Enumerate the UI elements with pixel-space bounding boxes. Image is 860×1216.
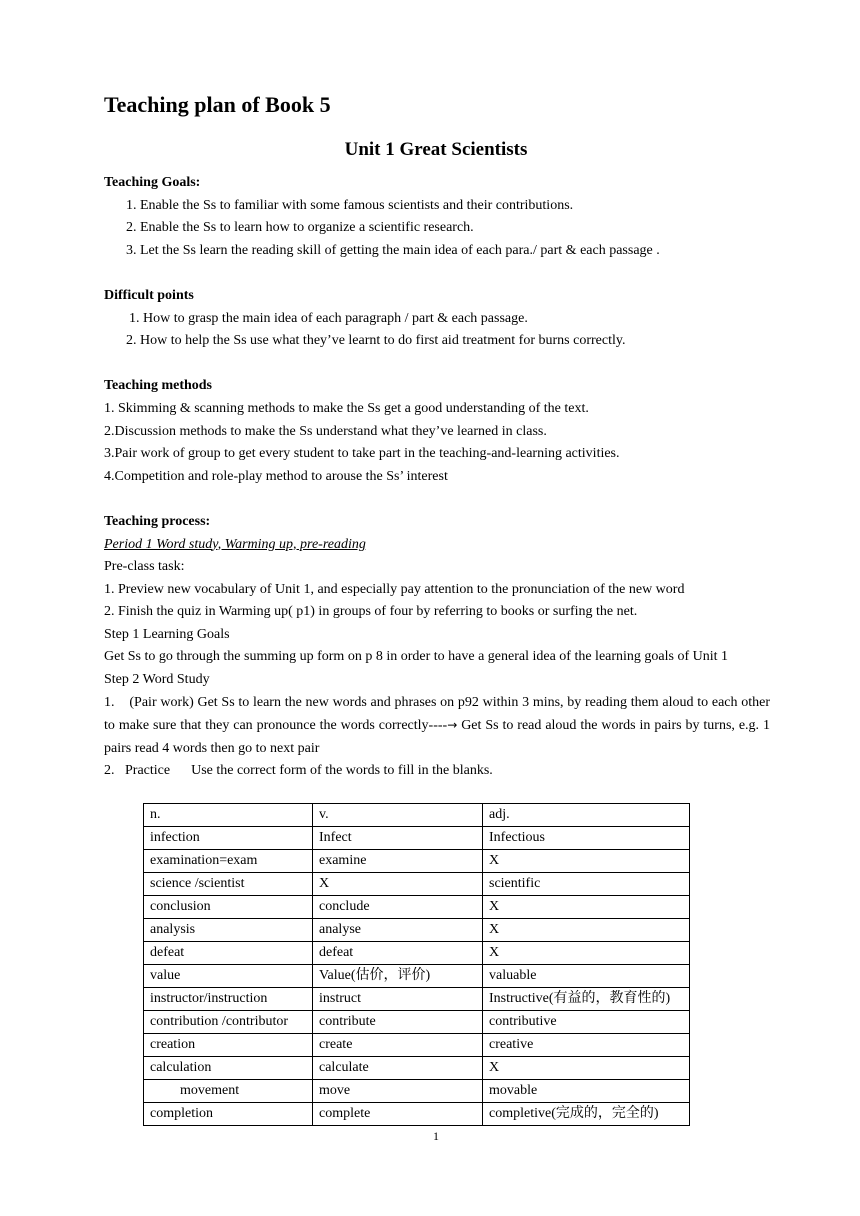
table-cell: X <box>313 873 483 896</box>
table-cell: creation <box>144 1034 313 1057</box>
difficult-item: 2. How to help the Ss use what they’ve learnt to do first aid treatment for burns correctly. <box>126 333 626 349</box>
table-cell: contribute <box>313 1011 483 1034</box>
table-cell: movement <box>144 1080 313 1103</box>
table-cell: X <box>483 850 690 873</box>
table-header-cell: v. <box>313 804 483 827</box>
method-item: 2.Discussion methods to make the Ss understand what they’ve learned in class. <box>104 423 547 439</box>
method-item: 4.Competition and role-play method to arouse the Ss’ interest <box>104 468 448 484</box>
word-forms-table <box>143 803 690 1126</box>
difficult-item: 1. How to grasp the main idea of each paragraph / part & each passage. <box>129 310 528 326</box>
spacer <box>104 488 770 511</box>
step2-item-2: 2. Practice Use the correct form of the words to fill in the blanks. <box>104 763 493 779</box>
table-row <box>144 1011 690 1034</box>
table-cell: Infectious <box>483 827 690 850</box>
table-cell: calculation <box>144 1057 313 1080</box>
preclass-label: Pre-class task: <box>104 559 185 575</box>
goal-item: 3. Let the Ss learn the reading skill of getting the main idea of each para./ part & each passage . <box>126 242 660 258</box>
table-cell: create <box>313 1034 483 1057</box>
table-cell: movable <box>483 1080 690 1103</box>
document-title: Teaching plan of Book 5 <box>104 92 331 117</box>
table-cell: examination=exam <box>144 850 313 873</box>
step2-item-1-part-b: Get Ss to read aloud the words in pairs by turns, e.g. 1 pairs read 4 words then go to next pair <box>104 718 770 756</box>
preclass-item: 2. Finish the quiz in Warming up( p1) in groups of four by referring to books or surfing the net. <box>104 604 638 620</box>
table-row <box>144 896 690 919</box>
arrow-right-icon: → <box>447 718 458 733</box>
table-cell: X <box>483 1057 690 1080</box>
table-cell: Instructive(有益的，教育性的) <box>483 988 690 1011</box>
table-header-cell: adj. <box>483 804 690 827</box>
table-cell: valuable <box>483 965 690 988</box>
process-heading: Teaching process: <box>104 513 211 529</box>
table-row <box>144 919 690 942</box>
table-header-cell: n. <box>144 804 313 827</box>
table-cell: completive(完成的，完全的) <box>483 1103 690 1126</box>
period-title: Period 1 Word study, Warming up, pre-reading <box>104 536 366 552</box>
table-row <box>144 827 690 850</box>
table-cell: value <box>144 965 313 988</box>
table-row <box>144 942 690 965</box>
table-row <box>144 873 690 896</box>
step1-title: Step 1 Learning Goals <box>104 626 230 642</box>
step2-item-1-part-a: 1. (Pair work) Get Ss to learn the new words and phrases on p92 within 3 mins, by reading them aloud to each other to make sure that they can pronounce the words correctly---- <box>104 694 770 734</box>
preclass-item: 1. Preview new vocabulary of Unit 1, and especially pay attention to the pronunciation of the new word <box>104 581 685 597</box>
table-cell: complete <box>313 1103 483 1126</box>
table-cell: scientific <box>483 873 690 896</box>
method-item: 3.Pair work of group to get every student to take part in the teaching-and-learning activities. <box>104 446 620 462</box>
table-cell: science /scientist <box>144 873 313 896</box>
goal-item: 1. Enable the Ss to familiar with some famous scientists and their contributions. <box>126 197 574 213</box>
table-cell: infection <box>144 827 313 850</box>
table-cell: analysis <box>144 919 313 942</box>
table-cell: contributive <box>483 1011 690 1034</box>
table-cell: instruct <box>313 988 483 1011</box>
table-row <box>144 1057 690 1080</box>
methods-heading: Teaching methods <box>104 378 213 394</box>
table-cell: contribution /contributor <box>144 1011 313 1034</box>
table-cell: analyse <box>313 919 483 942</box>
goals-heading: Teaching Goals: <box>104 175 201 190</box>
table-cell: X <box>483 919 690 942</box>
step2-item-1 <box>104 692 770 761</box>
table-row <box>144 1080 690 1103</box>
goal-item: 2. Enable the Ss to learn how to organize a scientific research. <box>126 220 474 236</box>
table-cell: defeat <box>313 942 483 965</box>
spacer <box>104 353 770 376</box>
table-cell: X <box>483 896 690 919</box>
table-row <box>144 1034 690 1057</box>
step1-text: Get Ss to go through the summing up form on p 8 in order to have a general idea of the learning goals of Unit 1 <box>104 649 729 665</box>
table-cell: conclude <box>313 896 483 919</box>
table-cell: Value(估价，评价) <box>313 965 483 988</box>
unit-title: Unit 1 Great Scientists <box>344 139 528 160</box>
table-header-row <box>144 804 690 827</box>
table-row <box>144 988 690 1011</box>
table-cell: conclusion <box>144 896 313 919</box>
page-number: 1 <box>433 1129 439 1143</box>
table-cell: X <box>483 942 690 965</box>
table-cell: completion <box>144 1103 313 1126</box>
table-row <box>144 1103 690 1126</box>
table-cell: instructor/instruction <box>144 988 313 1011</box>
spacer <box>104 262 770 285</box>
table-cell: defeat <box>144 942 313 965</box>
table-cell: Infect <box>313 827 483 850</box>
table-cell: move <box>313 1080 483 1103</box>
method-item: 1. Skimming & scanning methods to make the Ss get a good understanding of the text. <box>104 400 589 416</box>
document-body <box>104 172 770 783</box>
table-row <box>144 965 690 988</box>
step2-title: Step 2 Word Study <box>104 672 210 688</box>
table-row <box>144 850 690 873</box>
table-cell: examine <box>313 850 483 873</box>
table-cell: calculate <box>313 1057 483 1080</box>
table-cell: creative <box>483 1034 690 1057</box>
difficult-heading: Difficult points <box>104 287 194 303</box>
